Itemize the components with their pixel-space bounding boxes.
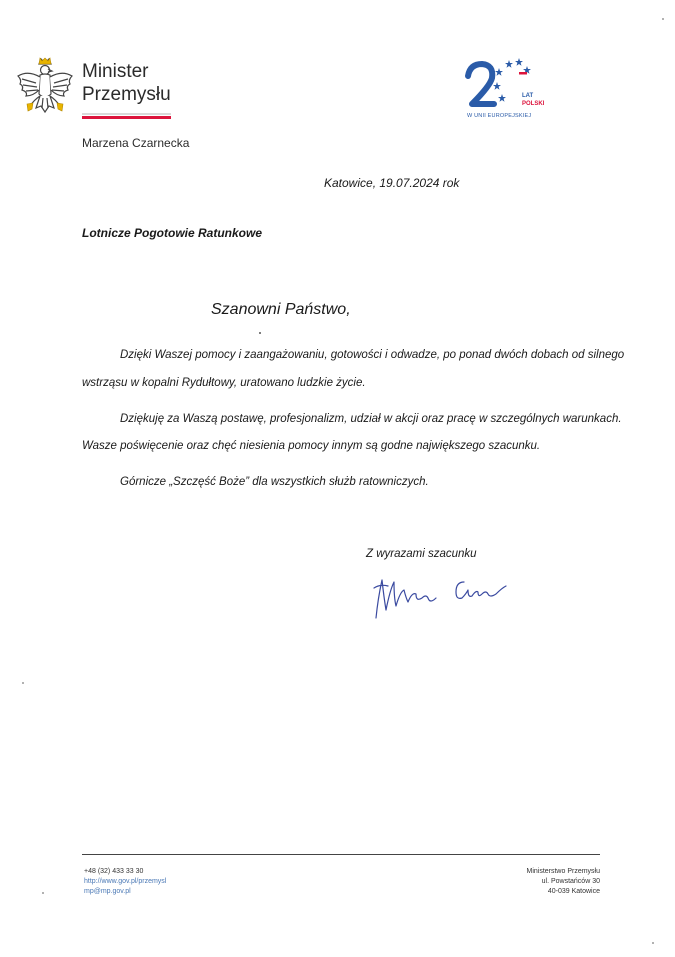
addressee: Lotnicze Pogotowie Ratunkowe bbox=[82, 226, 263, 240]
polish-eagle-emblem-icon bbox=[14, 56, 76, 122]
paragraph-3: Górnicze „Szczęść Boże” dla wszystkich służb ratowniczych. bbox=[120, 476, 429, 488]
footer-email-link[interactable]: mp@mp.gov.pl bbox=[84, 888, 131, 895]
scan-speck bbox=[42, 892, 44, 894]
paragraph-2-line-1: Dziękuję za Waszą postawę, profesjonalizm, udział w akcji oraz pracę w szczególnych warunkach. bbox=[120, 413, 622, 425]
minister-title: Minister Przemysłu bbox=[82, 61, 171, 105]
eu-logo-lat: LAT bbox=[522, 93, 534, 99]
paragraph-1-line-2: wstrząsu w kopalni Rydułtowy, uratowano ludzkie życie. bbox=[82, 377, 366, 389]
eu-logo-polski: POLSKI bbox=[522, 101, 545, 107]
flag-stripe-white bbox=[82, 113, 171, 115]
letter-date: Katowice, 19.07.2024 rok bbox=[324, 176, 460, 190]
footer-divider bbox=[82, 854, 600, 855]
signatory-name: Marzena Czarnecka bbox=[82, 136, 190, 150]
footer-org-name: Ministerstwo Przemysłu bbox=[526, 868, 600, 875]
scan-speck bbox=[652, 942, 654, 944]
stray-dot bbox=[259, 332, 261, 334]
footer-city: 40-039 Katowice bbox=[547, 888, 600, 895]
paragraph-2-line-2: Wasze poświęcenie oraz chęć niesienia pomocy innym są godne największego szacunku. bbox=[82, 440, 541, 452]
closing-phrase: Z wyrazami szacunku bbox=[366, 548, 477, 560]
footer-website-link[interactable]: http://www.gov.pl/przemysl bbox=[84, 878, 167, 885]
footer-street: ul. Powstańców 30 bbox=[541, 878, 600, 885]
footer-phone: +48 (32) 433 33 30 bbox=[84, 868, 144, 875]
scan-speck bbox=[22, 682, 24, 684]
eu-logo-w-unii: W UNII EUROPEJSKIEJ bbox=[467, 113, 532, 119]
handwritten-signature-icon bbox=[366, 568, 516, 623]
flag-stripe-red bbox=[82, 116, 171, 119]
scan-speck bbox=[662, 18, 664, 20]
paragraph-1-line-1: Dzięki Waszej pomocy i zaangażowaniu, gotowości i odwadze, po ponad dwóch dobach od silnego bbox=[120, 349, 625, 361]
salutation: Szanowni Państwo, bbox=[211, 301, 351, 318]
